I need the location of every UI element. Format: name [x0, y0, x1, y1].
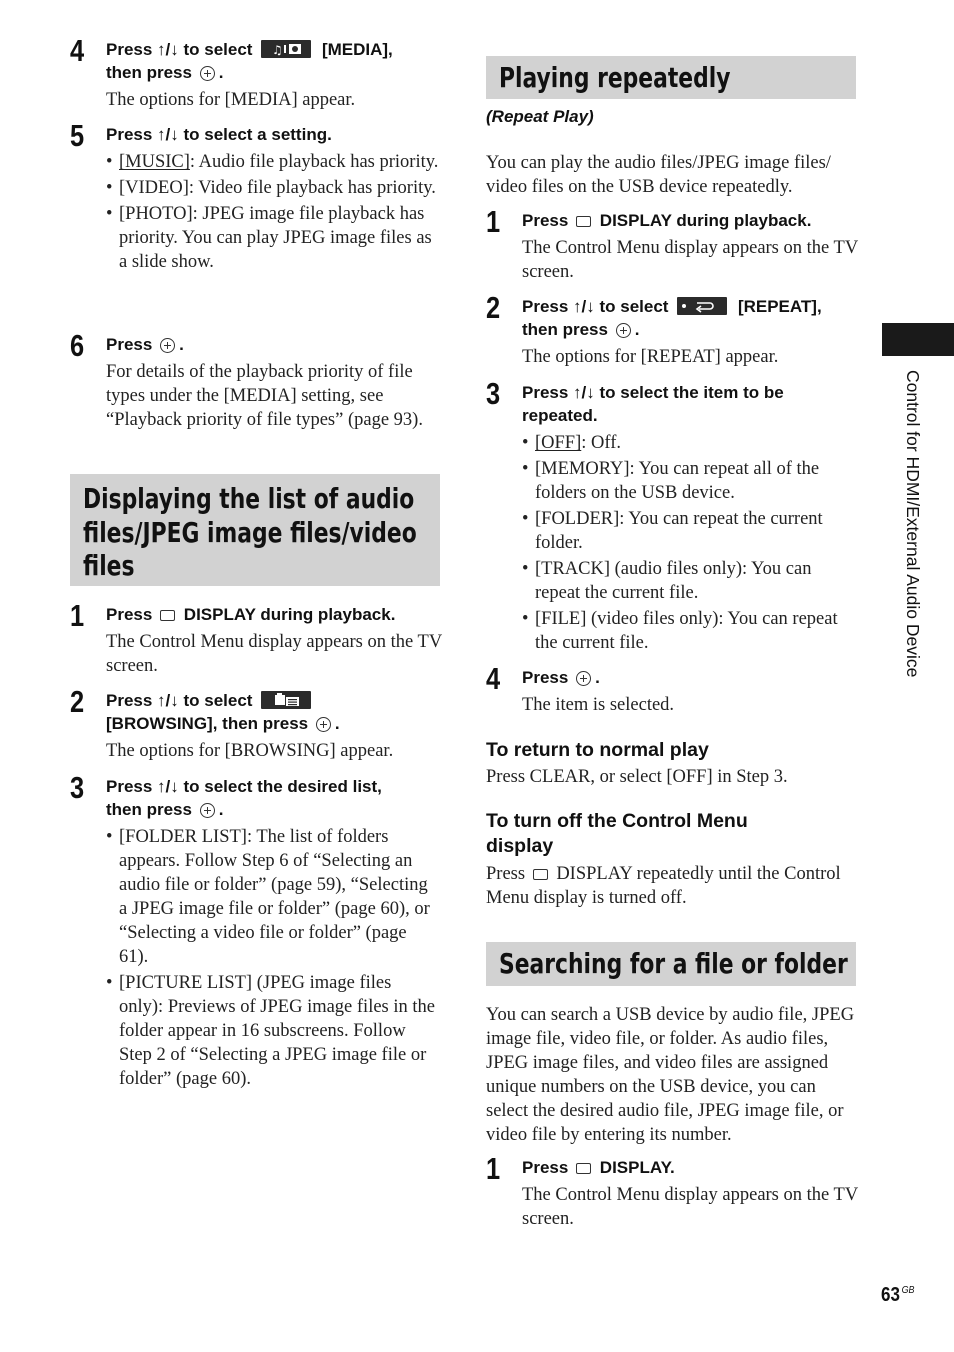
normal-play-text: Press CLEAR, or select [OFF] in Step 3.	[486, 767, 788, 787]
step-description: The item is selected.	[522, 695, 675, 715]
step-description: The options for [REPEAT] appear.	[522, 347, 779, 367]
browse-step-2	[70, 684, 442, 763]
chapter-label-text: Control for HDMI/External Audio Device	[903, 370, 923, 678]
instr-text: DISPLAY during playback.	[183, 605, 396, 624]
instr-text: [BROWSING], then press	[106, 714, 309, 733]
browse-step-1	[70, 598, 442, 678]
list-item: • [TRACK] (audio files only): You can repeat the current file.	[522, 557, 856, 605]
instr-text: then press	[106, 800, 192, 819]
normal-play-heading: To return to normal play	[486, 739, 709, 761]
section-heading-search	[486, 942, 856, 986]
heading-line: files	[83, 549, 135, 582]
list-item: • [MEMORY]: You can repeat all of the folders on the USB device.	[522, 457, 856, 505]
display-button-icon	[533, 869, 548, 880]
para-text: DISPLAY repeatedly until the Control Menu display is turned off.	[486, 864, 841, 908]
step-instruction	[522, 209, 858, 232]
instr-text: DISPLAY during playback.	[599, 211, 812, 230]
search-step-1	[486, 1151, 858, 1231]
instr-text: .	[179, 335, 184, 354]
repeat-icon	[677, 297, 727, 315]
browsing-icon	[261, 691, 311, 709]
step-instruction	[522, 295, 858, 341]
instr-text: [MEDIA],	[321, 40, 393, 59]
instr-text: Press ↑/↓ to select	[106, 691, 253, 710]
list-options	[106, 825, 440, 1091]
step-description: For details of the playback priority of file types under the [MEDIA] setting, see “Playback priority of file types” (page 93).	[106, 362, 423, 430]
instr-text: DISPLAY.	[599, 1158, 675, 1177]
enter-button-icon	[160, 338, 175, 353]
enter-button-icon	[576, 671, 591, 686]
instr-text: then press	[522, 320, 608, 339]
instr-text: Press ↑/↓ to select the desired list,	[106, 777, 382, 796]
step-description: The Control Menu display appears on the TV screen.	[106, 632, 442, 676]
para-text: Press	[486, 864, 526, 884]
section-subtitle: (Repeat Play)	[486, 107, 594, 126]
instr-text: Press ↑/↓ to select	[106, 40, 253, 59]
page-number	[881, 1284, 915, 1307]
list-item: • [FILE] (video files only): You can repeat the current file.	[522, 607, 856, 655]
step-instruction	[106, 775, 442, 821]
step-description: The options for [BROWSING] appear.	[106, 741, 394, 761]
instr-text: Press	[522, 1158, 569, 1177]
heading-line: Searching for a file or folder	[499, 947, 848, 980]
instr-text: .	[218, 63, 224, 82]
repeat-step-1	[486, 204, 858, 284]
display-button-icon	[160, 610, 175, 621]
step-6-press	[70, 328, 442, 432]
instr-text: .	[634, 320, 640, 339]
step-number: 6	[70, 328, 85, 363]
instr-text: [REPEAT],	[737, 297, 822, 316]
list-item: • [VIDEO]: Video file playback has priority.	[106, 176, 440, 200]
list-item: • [PHOTO]: JPEG image file playback has priority. You can play JPEG image files as a slide show.	[106, 202, 440, 274]
page-number-suffix: GB	[901, 1284, 915, 1296]
search-intro: You can search a USB device by audio file, JPEG image file, video file, or folder. As audio files, JPEG image files, and video files are assigned unique numbers on the USB device, you can select the desired audio file, JPEG image file, or video file by entering its number.	[486, 1005, 855, 1145]
heading-line: files/JPEG image files/video	[83, 515, 417, 549]
enter-button-icon	[200, 803, 215, 818]
step-instruction: Press ↑/↓ to select the item to be repeated.	[522, 383, 784, 425]
list-item	[522, 431, 856, 455]
enter-button-icon	[616, 323, 631, 338]
enter-button-icon	[200, 66, 215, 81]
repeat-step-2	[486, 290, 858, 369]
step-instruction: Press ↑/↓ to select a setting.	[106, 125, 332, 144]
instr-text: Press ↑/↓ to select	[522, 297, 669, 316]
instr-text: then press	[106, 63, 192, 82]
step-instruction	[106, 603, 442, 626]
svg-text:♫: ♫	[272, 43, 283, 57]
step-instruction	[522, 1156, 858, 1179]
chapter-tab	[882, 323, 954, 356]
list-item: • [FOLDER]: You can repeat the current folder.	[522, 507, 856, 555]
media-icon	[261, 40, 311, 58]
instr-text: .	[595, 668, 600, 687]
display-button-icon	[576, 216, 591, 227]
heading-line: Displaying the list of audio	[83, 482, 415, 515]
step-instruction	[106, 38, 442, 84]
step-number: 4	[486, 661, 501, 696]
step-4-media	[70, 33, 442, 112]
instr-text: Press	[522, 211, 569, 230]
step-description: The Control Menu display appears on the TV screen.	[522, 238, 858, 282]
step-number: 1	[70, 598, 85, 633]
section-heading-repeat	[486, 56, 856, 99]
turn-off-heading: To turn off the Control Menu display	[486, 810, 748, 857]
step-instruction	[106, 333, 442, 356]
instr-text: .	[334, 714, 340, 733]
default-option: [MUSIC]	[119, 152, 190, 172]
step-description: The Control Menu display appears on the TV screen.	[522, 1185, 858, 1229]
browse-step-3	[70, 770, 442, 1093]
default-option: [OFF]	[535, 433, 582, 453]
step-number: 4	[70, 33, 85, 68]
heading-line: Playing repeatedly	[499, 61, 731, 94]
repeat-options-list	[522, 431, 856, 655]
instr-text: .	[218, 800, 224, 819]
chapter-label	[905, 370, 925, 760]
instr-text: Press	[106, 605, 153, 624]
repeat-step-3	[486, 376, 858, 657]
option-text: : Audio file playback has priority.	[189, 152, 439, 172]
option-text: : Off.	[581, 433, 622, 453]
step-number: 3	[70, 770, 85, 805]
step-instruction	[522, 666, 858, 689]
step-number: 1	[486, 204, 501, 239]
step-number: 2	[486, 290, 501, 325]
list-item: • [PICTURE LIST] (JPEG image files only): Previews of JPEG image files in the folder appear in 16 subscreens. Follow Step 2 of “Selecting a JPEG image file or folder” (page 60).	[106, 971, 440, 1091]
repeat-step-4	[486, 661, 858, 717]
display-button-icon	[576, 1163, 591, 1174]
page-number-value: 63	[881, 1284, 900, 1306]
step-instruction	[106, 689, 442, 735]
turn-off-text	[486, 862, 856, 910]
instr-text: Press	[522, 668, 569, 687]
intro-paragraph: You can play the audio files/JPEG image files/ video files on the USB device repeatedly.	[486, 153, 831, 197]
step-5-setting	[70, 118, 442, 276]
instr-text: Press	[106, 335, 153, 354]
step-number: 2	[70, 684, 85, 719]
list-item	[106, 150, 440, 174]
section-heading-browsing	[70, 474, 440, 586]
step-number: 5	[70, 118, 85, 153]
step-number: 1	[486, 1151, 501, 1186]
setting-options-list	[106, 150, 440, 274]
list-item: • [FOLDER LIST]: The list of folders appears. Follow Step 6 of “Selecting an audio file or folder” (page 59), “Selecting a JPEG image file or folder” (page 60), or “Selecting a video file or folder” (page 61).	[106, 825, 440, 969]
step-description: The options for [MEDIA] appear.	[106, 90, 356, 110]
enter-button-icon	[316, 717, 331, 732]
step-number: 3	[486, 376, 501, 411]
